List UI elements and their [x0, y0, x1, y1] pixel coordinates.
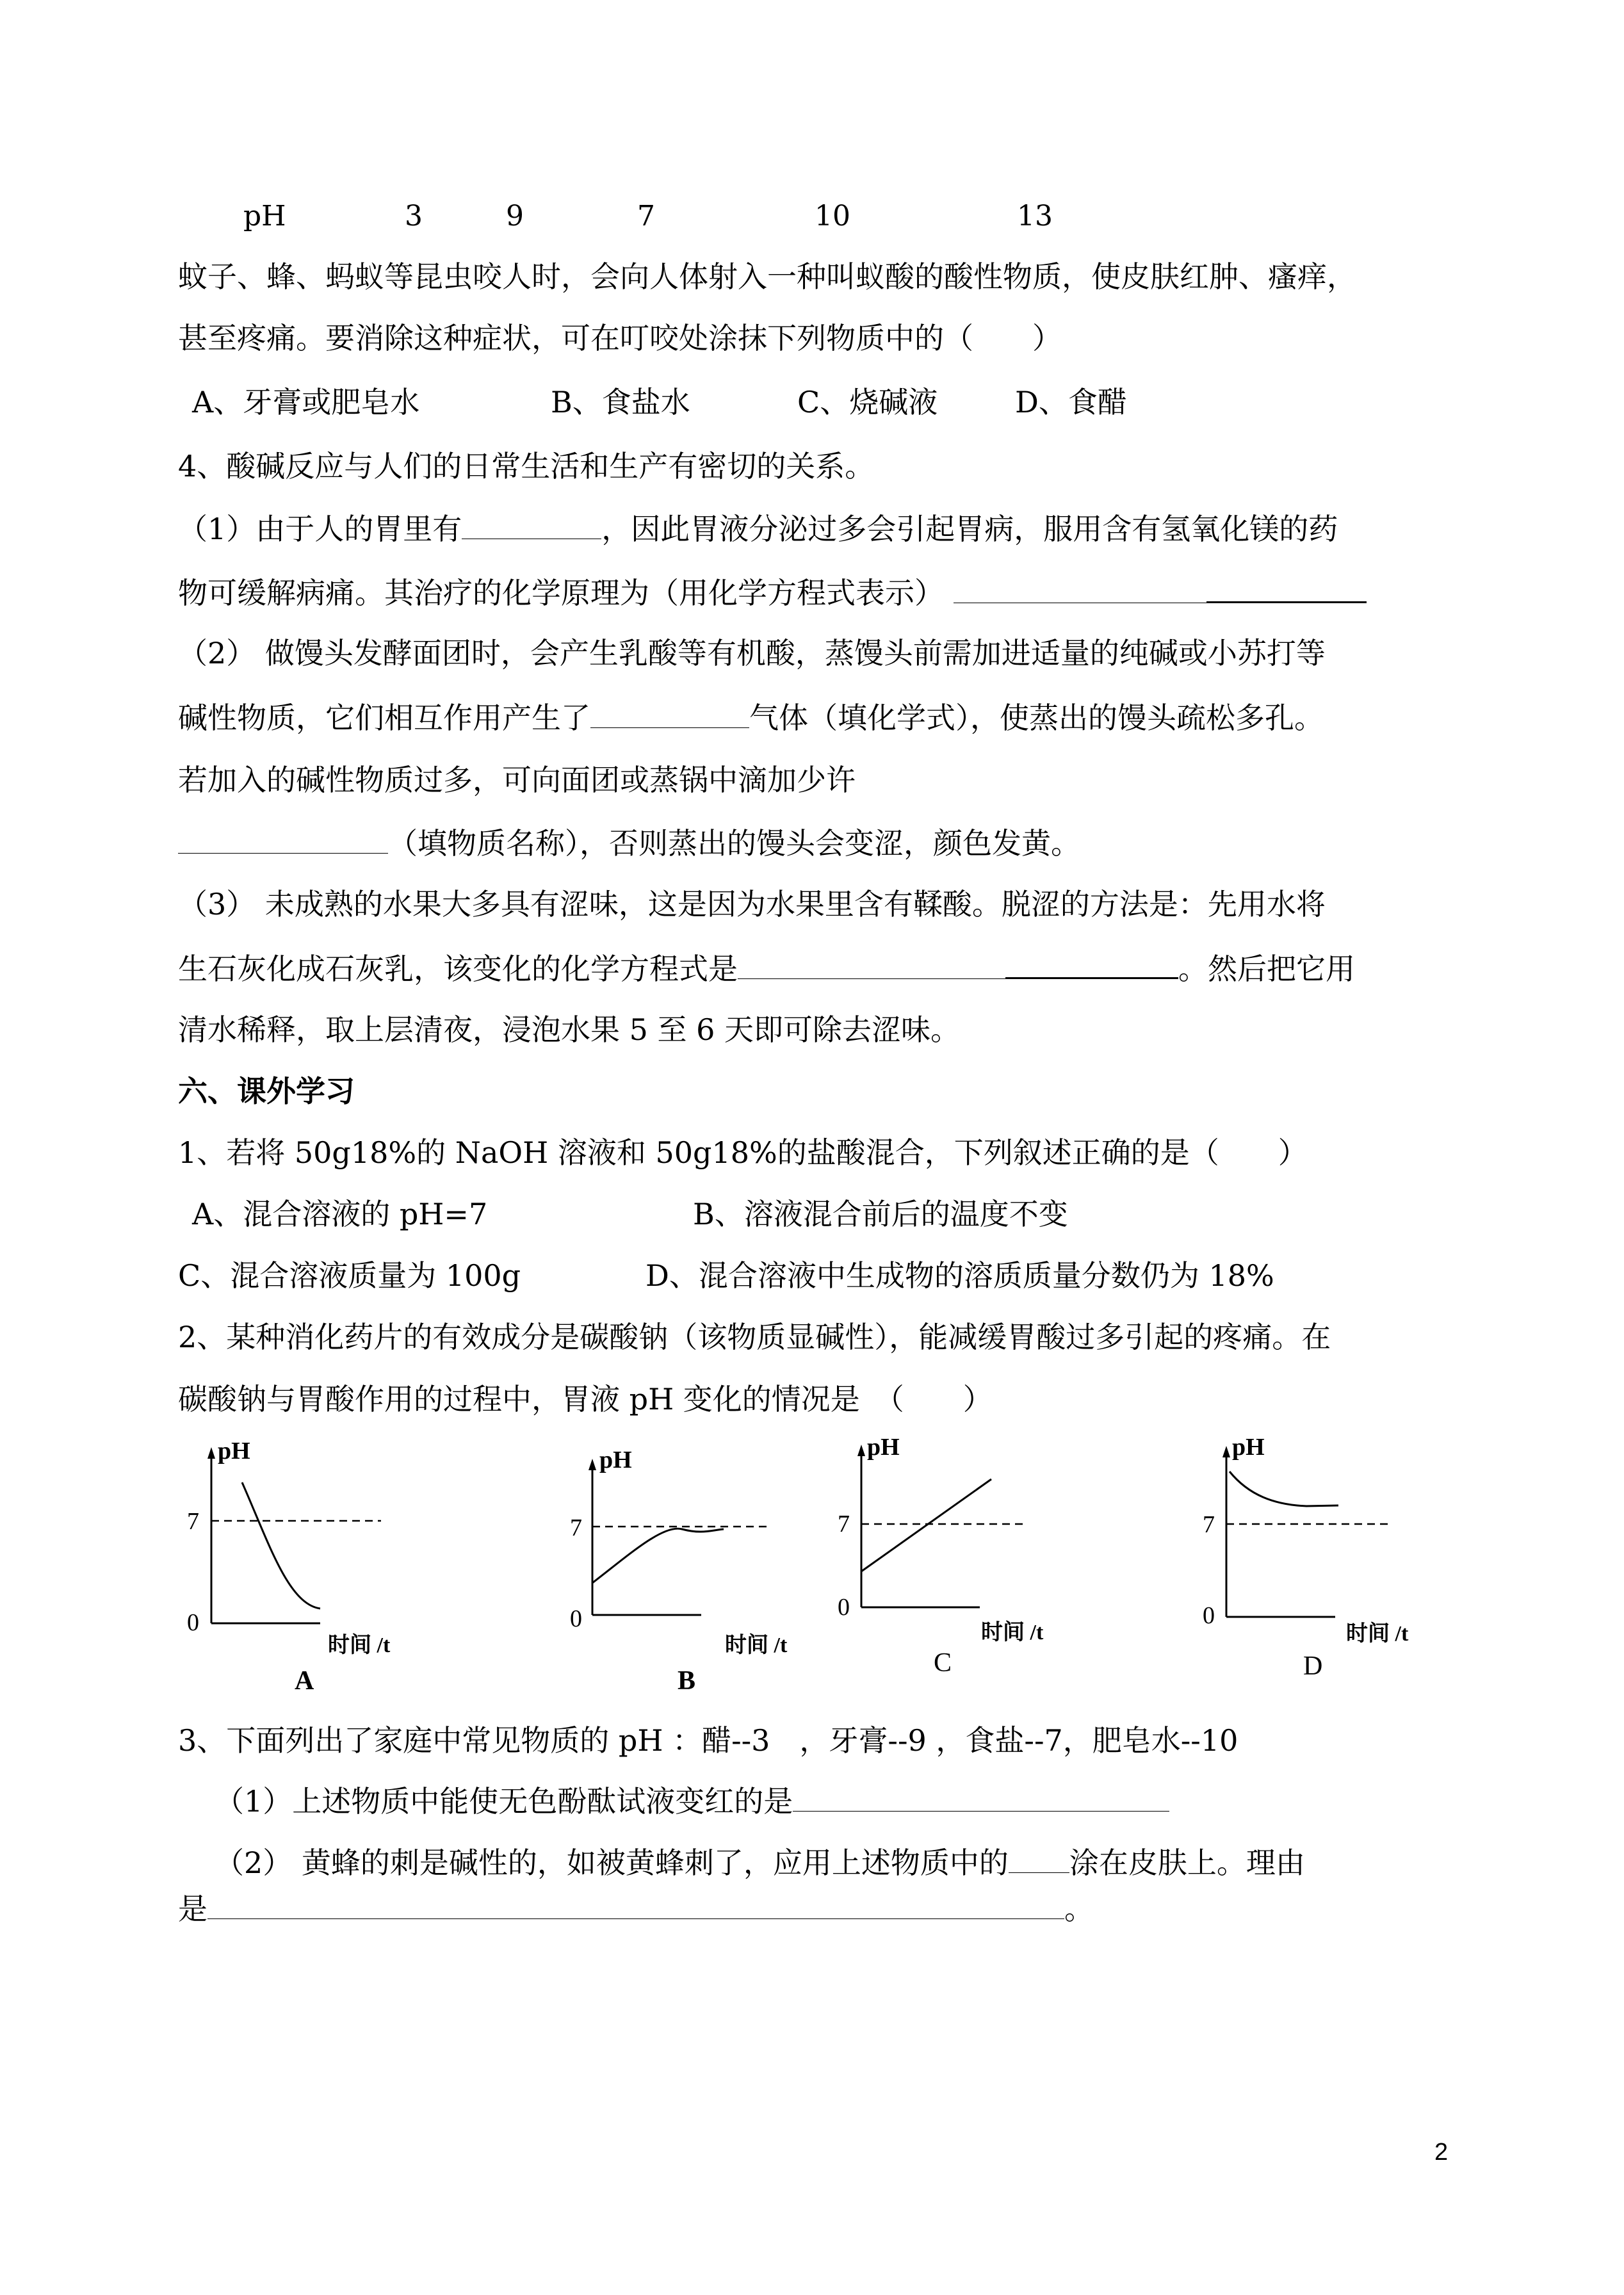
graph-c-x-label: 时间 /t	[981, 1621, 1044, 1644]
q4-part3-line2: 生石灰化成石灰乳，该变化的化学方程式是 。然后把它用	[178, 948, 1355, 988]
graph-b-y-label: pH	[599, 1447, 632, 1473]
graph-b-tick-7: 7	[570, 1514, 582, 1541]
answer-blank[interactable]	[178, 823, 388, 854]
ph-label: pH	[243, 200, 286, 232]
graph-c-origin: 0	[838, 1594, 850, 1621]
graph-a-option-label: A	[295, 1666, 314, 1696]
s6-q1-option-a: A、混合溶液的 pH=7	[192, 1197, 488, 1231]
graph-a[interactable]	[173, 1434, 416, 1706]
page-number: 2	[1434, 2139, 1449, 2166]
ph-value: 13	[1017, 200, 1053, 232]
answer-blank[interactable]	[954, 573, 1206, 603]
graph-c-option-label: C	[934, 1648, 952, 1678]
ph-value: 9	[506, 200, 524, 232]
s6-q3: 3、下面列出了家庭中常见物质的 pH ：醋--3 ，牙膏--9 ，食盐--7，肥皂水--10	[178, 1723, 1238, 1758]
q3-option-a: A、牙膏或肥皂水	[192, 385, 420, 419]
graph-a-x-label: 时间 /t	[328, 1634, 391, 1657]
answer-blank[interactable]	[738, 949, 1005, 979]
answer-blank[interactable]	[1005, 948, 1178, 979]
graph-a-tick-7: 7	[187, 1508, 199, 1535]
q4-part1-line2: 物可缓解病痛。其治疗的化学原理为（用化学方程式表示）	[178, 572, 1367, 612]
graph-d[interactable]	[1178, 1428, 1422, 1699]
s6-q2-line1: 2、某种消化药片的有效成分是碳酸钠（该物质显碱性），能减缓胃酸过多引起的疼痛。在	[178, 1320, 1331, 1354]
q3-option-b: B、食盐水	[551, 385, 690, 419]
ph-value: 3	[405, 200, 423, 232]
answer-blank[interactable]	[1206, 572, 1367, 603]
graph-d-x-label: 时间 /t	[1346, 1622, 1409, 1646]
s6-q3-part2-line2: 是 。	[178, 1889, 1094, 1928]
answer-blank[interactable]	[1009, 1843, 1069, 1873]
q3-line1: 蚊子、蜂、蚂蚁等昆虫咬人时，会向人体射入一种叫蚁酸的酸性物质，使皮肤红肿、瘙痒，	[178, 259, 1356, 294]
graph-d-origin: 0	[1203, 1602, 1215, 1629]
answer-blank[interactable]	[462, 509, 601, 539]
graph-d-tick-7: 7	[1203, 1511, 1215, 1538]
q4-part2-line4: （填物质名称），否则蒸出的馒头会变涩，颜色发黄。	[178, 823, 1080, 863]
q3-line2: 甚至疼痛。要消除这种症状，可在叮咬处涂抹下列物质中的（ ）	[178, 321, 1062, 355]
answer-blank[interactable]	[590, 698, 749, 728]
answer-blank[interactable]	[207, 1889, 1064, 1919]
s6-q3-part1: （1）上述物质中能使无色酚酞试液变红的是	[215, 1781, 1169, 1821]
ph-value: 10	[815, 200, 850, 232]
ph-table-row	[0, 197, 1624, 236]
s6-q1: 1、若将 50g18%的 NaOH 溶液和 50g18%的盐酸混合，下列叙述正确的是（ ）	[178, 1135, 1308, 1170]
graph-a-origin: 0	[187, 1609, 199, 1636]
q3-option-d: D、食醋	[1015, 385, 1127, 419]
graph-b[interactable]	[551, 1441, 794, 1712]
q4-title: 4、酸碱反应与人们的日常生活和生产有密切的关系。	[178, 449, 875, 483]
s6-q1-option-c: C、混合溶液质量为 100g	[178, 1258, 521, 1293]
s6-q3-part2-line1: （2） 黄蜂的刺是碱性的，如被黄蜂刺了，应用上述物质中的 涂在皮肤上。理由	[215, 1843, 1305, 1882]
graph-d-y-label: pH	[1232, 1434, 1265, 1461]
answer-blank[interactable]	[793, 1781, 1169, 1812]
graph-c[interactable]	[820, 1428, 1063, 1699]
graph-b-origin: 0	[570, 1605, 582, 1632]
graph-b-x-label: 时间 /t	[725, 1634, 788, 1657]
graph-c-y-label: pH	[867, 1434, 900, 1461]
s6-q1-option-d: D、混合溶液中生成物的溶质质量分数仍为 18%	[646, 1258, 1274, 1293]
q3-option-c: C、烧碱液	[797, 385, 938, 419]
ph-value: 7	[637, 200, 655, 232]
q4-part2-line2: 碱性物质，它们相互作用产生了 气体（填化学式），使蒸出的馒头疏松多孔。	[178, 698, 1324, 737]
q4-part2-line1: （2） 做馒头发酵面团时，会产生乳酸等有机酸，蒸馒头前需加进适量的纯碱或小苏打等	[178, 636, 1326, 670]
q4-part3-line3: 清水稀释，取上层清夜，浸泡水果 5 至 6 天即可除去涩味。	[178, 1012, 961, 1047]
section-heading: 六、课外学习	[178, 1074, 355, 1108]
graph-c-tick-7: 7	[838, 1511, 850, 1537]
graph-b-option-label: B	[678, 1666, 696, 1696]
q4-part1-line1: （1）由于人的胃里有 ，因此胃液分泌过多会引起胃病，服用含有氢氧化镁的药	[178, 509, 1338, 548]
q4-part3-line1: （3） 未成熟的水果大多具有涩味，这是因为水果里含有鞣酸。脱涩的方法是：先用水将	[178, 887, 1326, 921]
graph-a-y-label: pH	[218, 1438, 250, 1464]
s6-q1-option-b: B、溶液混合前后的温度不变	[693, 1197, 1068, 1231]
graph-d-option-label: D	[1303, 1651, 1323, 1681]
s6-q2-line2: 碳酸钠与胃酸作用的过程中，胃液 pH 变化的情况是 （ ）	[178, 1382, 993, 1416]
q4-part2-line3: 若加入的碱性物质过多，可向面团或蒸锅中滴加少许	[178, 763, 856, 797]
